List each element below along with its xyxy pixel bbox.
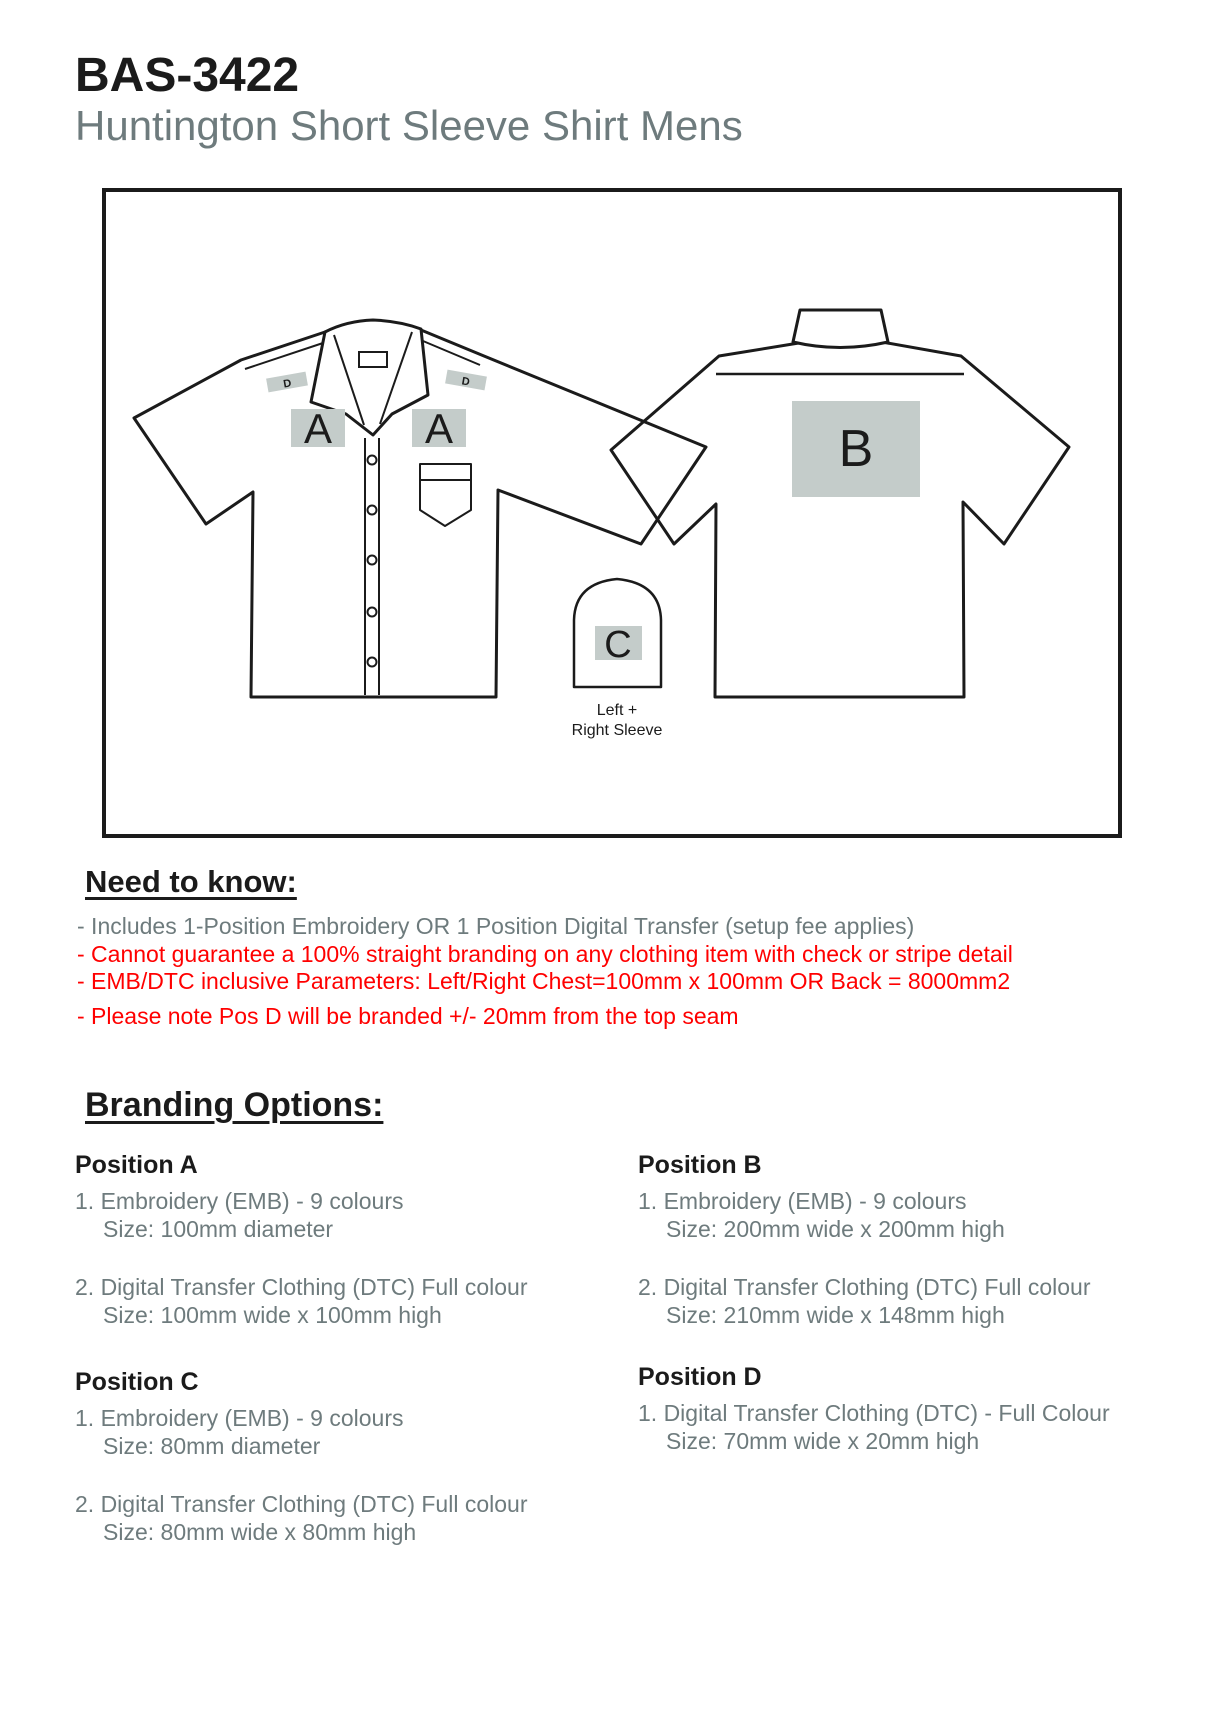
- option-size: Size: 70mm wide x 20mm high: [666, 1428, 980, 1454]
- position-a-title: Position A: [75, 1151, 198, 1179]
- position-a-block: [75, 1151, 635, 1329]
- branding-options-heading: Branding Options:: [85, 1086, 384, 1124]
- note-item: - Includes 1-Position Embroidery OR 1 Position Digital Transfer (setup fee applies): [77, 913, 915, 939]
- position-a-option-2: [75, 1273, 635, 1329]
- position-d-option-1: [638, 1399, 1198, 1455]
- position-b-title: Position B: [638, 1151, 762, 1179]
- placement-d-left-label: D: [282, 377, 293, 391]
- option-size: Size: 200mm wide x 200mm high: [666, 1216, 1005, 1242]
- option-line: 2. Digital Transfer Clothing (DTC) Full colour: [75, 1491, 528, 1517]
- option-line: 1. Embroidery (EMB) - 9 colours: [75, 1188, 404, 1214]
- option-size: Size: 210mm wide x 148mm high: [666, 1302, 1005, 1328]
- product-name-subtitle: Huntington Short Sleeve Shirt Mens: [75, 102, 743, 149]
- placement-c-label: C: [604, 624, 632, 666]
- position-b-option-1: [638, 1187, 1198, 1243]
- need-to-know-heading: Need to know:: [85, 864, 297, 899]
- back-collar: [793, 310, 888, 348]
- position-c-title: Position C: [75, 1368, 199, 1396]
- option-line: 1. Digital Transfer Clothing (DTC) - Full Colour: [638, 1400, 1110, 1426]
- option-size: Size: 80mm diameter: [103, 1433, 321, 1459]
- back-shirt-fill: [611, 342, 1069, 697]
- position-c-option-1: [75, 1404, 635, 1460]
- position-d-block: [638, 1363, 1198, 1455]
- sleeve-caption-line2: Right Sleeve: [571, 722, 663, 739]
- option-size: Size: 100mm wide x 100mm high: [103, 1302, 442, 1328]
- position-b-option-2: [638, 1273, 1198, 1329]
- placement-a-right-label: A: [424, 405, 454, 452]
- option-size: Size: 80mm wide x 80mm high: [103, 1519, 417, 1545]
- sleeve-caption-line1: Left +: [596, 702, 638, 719]
- front-neck-label: [359, 352, 387, 367]
- note-item: - Please note Pos D will be branded +/- 20mm from the top seam: [77, 1002, 739, 1029]
- placement-d-right-label: D: [460, 375, 471, 389]
- shirt-diagram-panel: [102, 188, 1122, 838]
- placement-b-label: B: [838, 420, 874, 478]
- position-d-title: Position D: [638, 1363, 762, 1391]
- product-code-title: BAS-3422: [75, 49, 300, 102]
- need-to-know-list: [77, 913, 1177, 1030]
- shirt-diagram: [106, 192, 1118, 834]
- option-line: 2. Digital Transfer Clothing (DTC) Full colour: [75, 1274, 528, 1300]
- note-item: - Cannot guarantee a 100% straight branding on any clothing item with check or stripe detail: [77, 940, 1013, 967]
- position-c-option-2: [75, 1490, 635, 1546]
- position-c-block: [75, 1368, 635, 1546]
- position-b-block: [638, 1151, 1198, 1329]
- option-size: Size: 100mm diameter: [103, 1216, 334, 1242]
- note-item: - EMB/DTC inclusive Parameters: Left/Right Chest=100mm x 100mm OR Back = 8000mm2: [77, 968, 1011, 994]
- position-a-option-1: [75, 1187, 635, 1243]
- option-line: 2. Digital Transfer Clothing (DTC) Full colour: [638, 1274, 1091, 1300]
- placement-a-left-label: A: [303, 405, 333, 452]
- option-line: 1. Embroidery (EMB) - 9 colours: [638, 1188, 967, 1214]
- option-line: 1. Embroidery (EMB) - 9 colours: [75, 1405, 404, 1431]
